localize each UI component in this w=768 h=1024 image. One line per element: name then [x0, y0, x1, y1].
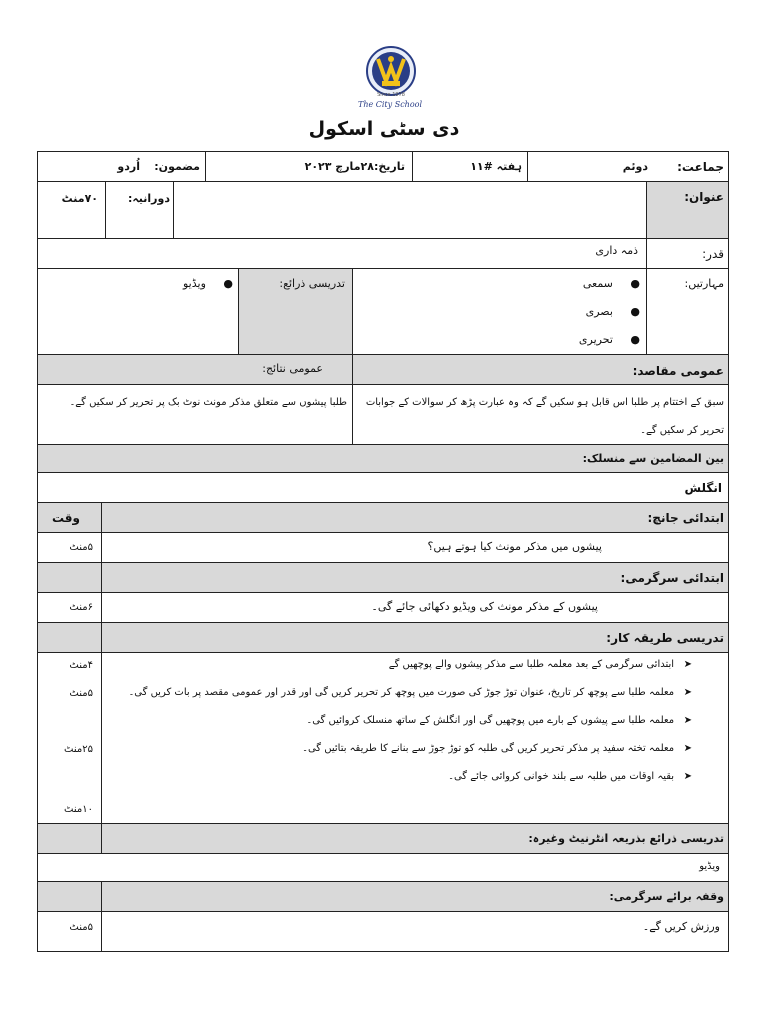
subject-label: مضمون: [154, 160, 200, 173]
method-item: ➤ ابتدائی سرگرمی کے بعد معلمہ طلبا سے مذکر پیشوں والے پوچھیں گے [388, 659, 692, 670]
value-value: ذمہ داری [595, 244, 638, 257]
value-label: قدر: [702, 247, 724, 261]
arrow-bullet-icon: ➤ [674, 715, 692, 726]
duration-label-cell [105, 181, 174, 239]
arrow-bullet-icon: ➤ [674, 771, 692, 782]
crosscurricular-label: بین المضامین سے منسلک: [582, 452, 724, 465]
page-title: دی سٹی اسکول [308, 118, 460, 140]
break-text: ورزش کریں گے۔ [642, 920, 720, 933]
section-text: پیشوں کے مذکر مونث کی ویڈیو دکھائی جائے گی۔ [371, 600, 598, 613]
resources-body-row [37, 853, 729, 882]
skill-item: ● بصری [585, 305, 640, 318]
method-item: ➤ معلمہ تختہ سفید پر مذکر تحریر کریں گی طلبہ کو توڑ جوڑ سے بنانے کا طریقہ بتائیں گی۔ [302, 743, 692, 754]
week-value: ہفتہ #۱۱ [470, 160, 522, 173]
method-title: تدریسی طریقہ کار: [606, 631, 724, 645]
date-value: تاریخ:۲۸مارچ ۲۰۲۳ [304, 160, 405, 173]
logo-caption: The City School [357, 100, 423, 109]
objectives-label: عمومی مقاصد: [632, 364, 724, 378]
method-item: ➤ معلمہ طلبا سے پوچھ کر تاریخ، عنوان توڑ جوڑ کی صورت میں پوچھ کر تحریر کریں گی اور قدر اور عمومی مقصد پر بات کریں گی۔ [128, 687, 692, 698]
method-time: ۵منٹ [69, 688, 93, 699]
break-time: ۵منٹ [69, 922, 93, 933]
time-header-cell [37, 823, 102, 854]
break-body-row [37, 911, 729, 952]
section-title: ابتدائی جانچ: [647, 511, 724, 525]
method-item: ➤ معلمہ طلبا سے پیشوں کے بارے میں پوچھیں گی اور انگلش کے ساتھ منسلک کروائیں گی۔ [306, 715, 692, 726]
bullet-icon: ● [612, 305, 640, 318]
duration-value: ۷۰منٹ [61, 192, 98, 205]
class-value: دوئم [622, 160, 648, 173]
bullet-icon: ● [612, 333, 640, 346]
resources-text: ویڈیو [699, 861, 720, 872]
skill-item: ● سمعی [582, 277, 640, 290]
time-header-cell [37, 562, 102, 593]
topic-label: عنوان: [684, 190, 724, 204]
resources-label: تدریسی ذرائع: [279, 277, 345, 290]
section-time: ۶منٹ [69, 602, 93, 613]
subject-value: اُردو [117, 160, 140, 173]
section-title: ابتدائی سرگرمی: [620, 571, 724, 585]
time-header-cell [37, 881, 102, 912]
section-body-row [37, 532, 729, 563]
arrow-bullet-icon: ➤ [674, 687, 692, 698]
arrow-bullet-icon: ➤ [674, 743, 692, 754]
time-header-cell [37, 622, 102, 653]
crosscurricular-value: انگلش [684, 481, 722, 495]
bullet-icon: ● [205, 277, 233, 290]
method-time: ۴منٹ [69, 660, 93, 671]
method-body-row [37, 652, 729, 824]
outcomes-label: عمومی نتائج: [262, 362, 323, 375]
objectives-text-line1: سبق کے اختتام پر طلبا اس قابل ہو سکیں گے کہ وہ عبارت پڑھ کر سوالات کے جوابات [365, 397, 724, 408]
class-label: جماعت: [677, 160, 724, 174]
method-time: ۲۵منٹ [64, 744, 93, 755]
objectives-text-line2: تحریر کر سکیں گے۔ [640, 425, 724, 436]
duration-label: دورانیہ: [127, 192, 170, 205]
skill-item: ● تحریری [578, 333, 640, 346]
section-text: پیشوں میں مذکر مونث کیا ہوتے ہیں؟ [427, 540, 602, 553]
resources-title: تدریسی ذرائع بذریعہ انٹرنیٹ وغیرہ: [528, 832, 724, 845]
resource-item: ● ویڈیو [183, 277, 233, 290]
section-time: ۵منٹ [69, 542, 93, 553]
section-header-row [37, 502, 729, 533]
method-time: ۱۰منٹ [64, 804, 93, 815]
time-header: وقت [51, 511, 80, 525]
break-title: وقفہ برائے سرگرمی: [609, 890, 724, 903]
method-item: ➤ بقیہ اوقات میں طلبہ سے بلند خوانی کروائی جائے گی۔ [448, 771, 692, 782]
time-cell [37, 652, 102, 824]
logo-since: Since 1978 [377, 92, 405, 98]
outcomes-text: طلبا پیشوں سے متعلق مذکر مونث نوٹ بک پر تحریر کر سکیں گے۔ [69, 397, 347, 408]
arrow-bullet-icon: ➤ [674, 659, 692, 670]
bullet-icon: ● [612, 277, 640, 290]
skills-label: مہارتیں: [684, 277, 724, 290]
outcomes-body-cell [37, 384, 353, 445]
crosscurricular-value-row [37, 472, 729, 503]
